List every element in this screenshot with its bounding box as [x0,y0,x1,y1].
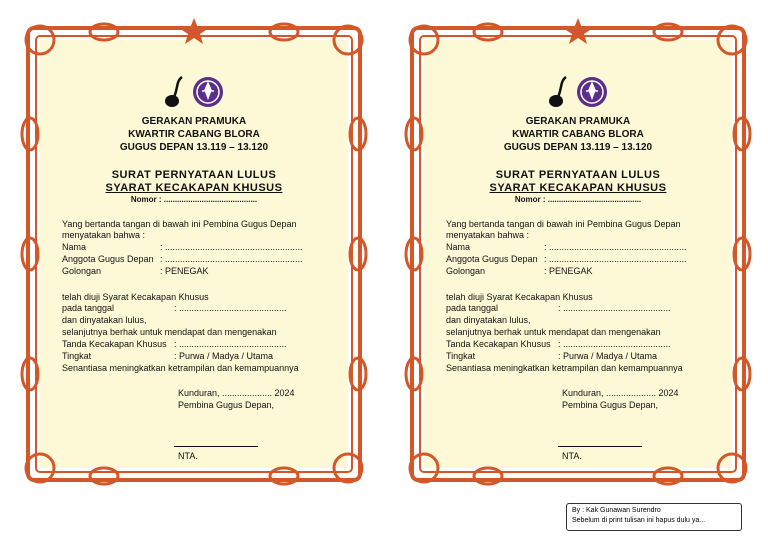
wosm-emblem-icon [192,76,224,108]
title-line-2: SYARAT KECAKAPAN KHUSUS [489,182,667,194]
diuji: telah diuji Syarat Kecakapan Khusus [446,292,593,302]
diuji: telah diuji Syarat Kecakapan Khusus [62,292,209,302]
tingkat-value: : Purwa / Madya / Utama [558,351,658,361]
golongan-value: : PENEGAK [544,266,593,276]
nama-label: Nama [62,242,87,252]
tanda-label: Tanda Kecakapan Khusus [62,339,167,349]
senantiasa: Senantiasa meningkatkan ketrampilan dan kemampuannya [62,363,299,373]
intro-2: menyatakan bahwa : [62,230,146,240]
nta: NTA. [562,451,582,461]
title-line-1: SURAT PERNYATAAN LULUS [111,169,277,181]
nomor: Nomor : .......................................... [130,195,258,204]
org-line-1: GERAKAN PRAMUKA [525,116,631,127]
title-line-2: SYARAT KECAKAPAN KHUSUS [105,182,283,194]
pembina: Pembina Gugus Depan, [178,400,275,410]
org-line-3: GUGUS DEPAN 13.119 – 13.120 [503,142,653,153]
tanggal-label: pada tanggal [62,303,115,313]
tingkat-label: Tingkat [446,351,476,361]
tanda-label: Tanda Kecakapan Khusus [446,339,551,349]
signature-line [174,446,258,447]
org-line-2: KWARTIR CABANG BLORA [512,129,644,140]
intro-1: Yang bertanda tangan di bawah ini Pembina Gugus Depan [446,219,681,229]
nama-value: : ....................................................... [160,242,303,252]
selanjutnya: selanjutnya berhak untuk mendapat dan mengenakan [62,327,277,337]
intro-1: Yang bertanda tangan di bawah ini Pembina Gugus Depan [62,219,297,229]
anggota-value: : ....................................................... [160,254,303,264]
note-line-2: Sebelum di print tulisan ini hapus dulu ya... [572,517,706,524]
nomor: Nomor : .......................................... [514,195,642,204]
place-date: Kunduran, .................... 2024 [562,388,679,398]
note-line-1: By : Kak Gunawan Surendro [572,507,661,514]
org-line-3: GUGUS DEPAN 13.119 – 13.120 [119,142,269,153]
nta: NTA. [178,451,198,461]
tingkat-label: Tingkat [62,351,92,361]
intro-2: menyatakan bahwa : [446,230,530,240]
tanggal-value: : ........................................... [558,303,671,313]
tanggal-value: : ........................................... [174,303,287,313]
logos [398,72,758,112]
senantiasa: Senantiasa meningkatkan ketrampilan dan kemampuannya [446,363,683,373]
anggota-label: Anggota Gugus Depan [62,254,154,264]
tunas-kelapa-icon [548,75,570,109]
lulus: dan dinyatakan lulus, [62,315,147,325]
org-line-1: GERAKAN PRAMUKA [141,116,247,127]
tanda-value: : ........................................... [558,339,671,349]
tunas-kelapa-icon [164,75,186,109]
place-date: Kunduran, .................... 2024 [178,388,295,398]
tingkat-value: : Purwa / Madya / Utama [174,351,274,361]
nama-label: Nama [446,242,471,252]
pembina: Pembina Gugus Depan, [562,400,659,410]
lulus: dan dinyatakan lulus, [446,315,531,325]
anggota-value: : ....................................................... [544,254,687,264]
golongan-label: Golongan [446,266,486,276]
selanjutnya: selanjutnya berhak untuk mendapat dan mengenakan [446,327,661,337]
golongan-label: Golongan [62,266,102,276]
title-line-1: SURAT PERNYATAAN LULUS [495,169,661,181]
wosm-emblem-icon [576,76,608,108]
author-note [566,503,742,531]
signature-line [558,446,642,447]
tanda-value: : ........................................... [174,339,287,349]
tanggal-label: pada tanggal [446,303,499,313]
certificate-left [14,14,374,494]
nama-value: : ....................................................... [544,242,687,252]
logos [14,72,374,112]
golongan-value: : PENEGAK [160,266,209,276]
certificate-right [398,14,758,494]
anggota-label: Anggota Gugus Depan [446,254,538,264]
org-line-2: KWARTIR CABANG BLORA [128,129,260,140]
